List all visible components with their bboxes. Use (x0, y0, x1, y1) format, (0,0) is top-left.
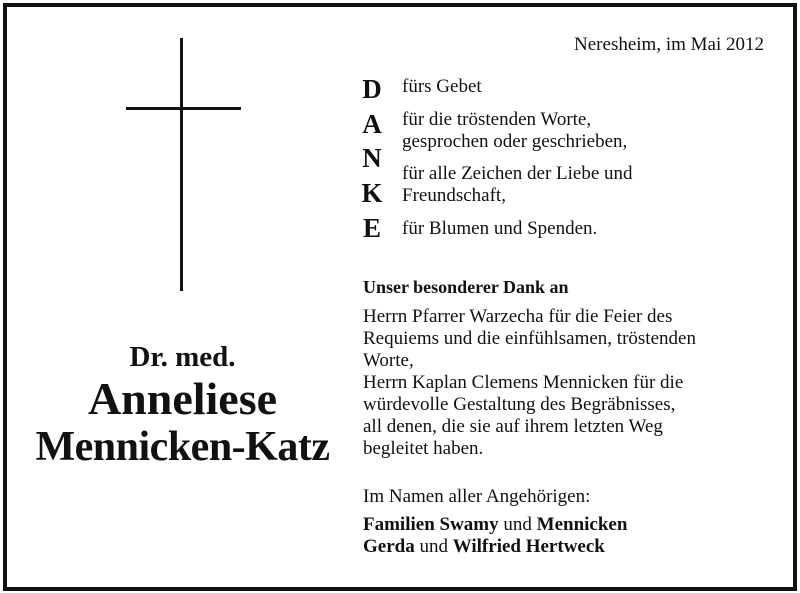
conjunction: und (414, 536, 453, 557)
conjunction: und (498, 514, 537, 535)
families-line-2 (363, 536, 627, 558)
special-thanks-body (363, 306, 763, 460)
special-thanks-line: all denen, die sie auf ihrem letzten Weg (363, 416, 663, 437)
danke-line-text: für die tröstenden Worte, (402, 109, 592, 130)
danke-line-text: Freundschaft, (402, 185, 506, 206)
danke-letter-n: N (362, 143, 382, 173)
special-thanks-line: begleitet haben. (363, 438, 484, 459)
danke-line-text: fürs Gebet (402, 76, 482, 97)
family-name: Familien Swamy (363, 514, 499, 535)
special-thanks-line: Herrn Kaplan Clemens Mennicken für die (363, 372, 684, 393)
special-thanks-heading: Unser besonderer Dank an (363, 277, 569, 297)
special-thanks-line: Herrn Pfarrer Warzecha für die Feier des (363, 306, 673, 327)
special-thanks-line: würdevolle Gestaltung des Begräbnisses, (363, 394, 676, 415)
deceased-name-block (10, 340, 355, 471)
special-thanks-line: Requiems und die einfühlsamen, tröstenden (363, 328, 696, 349)
deceased-title: Dr. med. (129, 341, 236, 373)
danke-letter-a: A (362, 109, 382, 139)
families-line-1 (363, 514, 627, 536)
family-name: Wilfried Hertweck (452, 536, 605, 557)
families-block (363, 514, 627, 558)
danke-line-love (402, 163, 633, 207)
cross-icon-horizontal (126, 107, 241, 110)
deceased-last-name: Mennicken-Katz (35, 424, 330, 470)
danke-line-prayer (402, 76, 482, 98)
cross-icon-vertical (180, 38, 183, 291)
danke-line-text: für alle Zeichen der Liebe und (402, 163, 633, 184)
danke-letter-k: K (361, 178, 383, 208)
closing-line: Im Namen aller Angehörigen: (363, 486, 591, 507)
deceased-first-name: Anneliese (87, 373, 278, 424)
danke-letter-d: D (362, 74, 382, 104)
danke-line-text: für Blumen und Spenden. (402, 218, 598, 239)
special-thanks-line: Worte, (363, 350, 414, 371)
danke-line-words (402, 109, 627, 153)
danke-line-flowers (402, 218, 597, 240)
danke-letter-e: E (362, 213, 381, 243)
danke-line-text: gesprochen oder geschrieben, (402, 131, 628, 152)
family-name: Mennicken (536, 514, 628, 535)
family-name: Gerda (363, 536, 415, 557)
date-line: Neresheim, im Mai 2012 (574, 34, 764, 55)
